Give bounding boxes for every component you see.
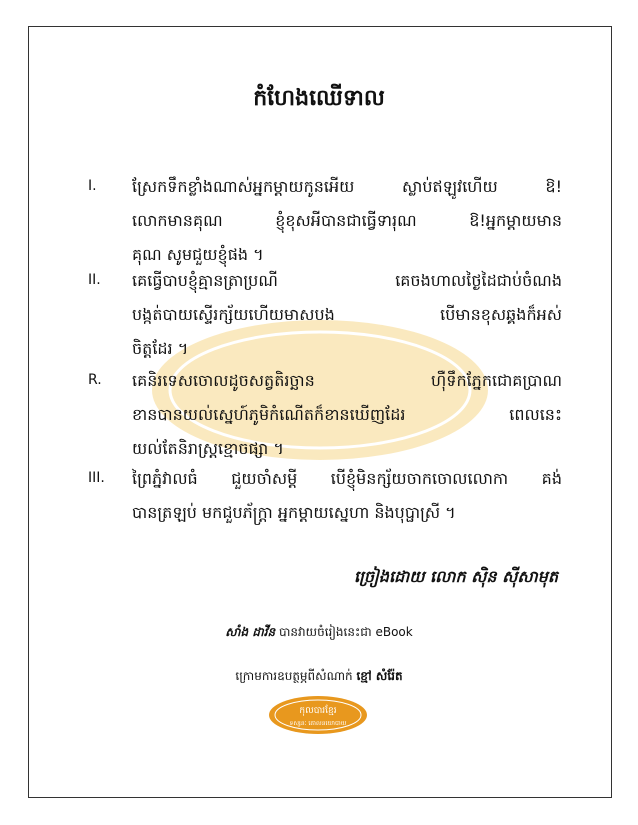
verse-line: គុណ សូមជួយខ្ញុំផង ។ (132, 245, 264, 264)
logo-subtext: ទស្សនៈ គោលនយោបាយ (289, 720, 347, 727)
verse-line: លោកមានគុណ ខ្ញុំខុសអីបានជាធ្វើទារុណ ឱ!អ្នកម្ដាយមាន (132, 211, 562, 230)
verse-number: R. (88, 372, 102, 388)
page-title: កំហែងឈើទាល (253, 86, 385, 111)
verse-line: ចិត្តដែរ ។ (132, 339, 189, 358)
publisher-text: ក្រោមការឧបត្ថម្ភពីសំណាក់ (235, 669, 353, 683)
verse-line: បានត្រឡប់ មកជួបភ័ក្ត្រា អ្នកម្ដាយស្នេហា និងបុប្ផាស្រី ។ (132, 503, 456, 522)
ebook-credit (0, 624, 638, 642)
verse-number: III. (88, 470, 105, 486)
verse-line: យល់តែនិរាស្ត្រខ្មោចផ្សា ។ (132, 439, 284, 458)
ebook-text: បានវាយចំរៀងនេះជា eBook (279, 625, 413, 639)
publisher-name: ខ្មៅ សំរ៉ែត (356, 669, 403, 683)
author-credit: ច្រៀងដោយ លោក ស៊ិន ស៊ីសាមុត (354, 567, 558, 586)
verse-number: II. (88, 272, 101, 288)
verse-line: បង្កត់បាយស្ទើរក្ស័យហើយមាសបង បើមានខុសឆ្គងក៏អស់ (132, 305, 562, 324)
verse-line: ខានបានយល់ស្នេហ៍ភូមិកំណើតក៏ខានឃើញដែរ ពេលនេះ (132, 405, 562, 424)
verse-number: I. (88, 178, 97, 194)
verse-line: ព្រៃភ្នំវាលធំ ជួយចាំសម្ដី បើខ្ញុំមិនក្ស័យចាកចោលលោកា គង់ (132, 469, 562, 488)
verse-line: គេនិរទេសចោលដូចសត្វតិរច្ឆាន ហ៊ឺទឹកភ្នែកជោគប្រាណ (132, 371, 562, 390)
verse-line: ស្រែកទឹកខ្លាំងណាស់អ្នកម្ដាយកូនអើយ ស្លាប់ឥឡូវហើយ ឱ! (132, 177, 562, 196)
logo-text: កុលបារខ្មែរ (299, 706, 337, 716)
verse-line: គេធ្វើបាបខ្ញុំគ្មានត្រាប្រណី គេចងហាលថ្ងៃដៃជាប់ចំណង (132, 271, 562, 290)
typist-name: សាំង ដាវីន (225, 625, 276, 639)
publisher-logo (268, 695, 368, 735)
publisher-credit (0, 668, 638, 686)
